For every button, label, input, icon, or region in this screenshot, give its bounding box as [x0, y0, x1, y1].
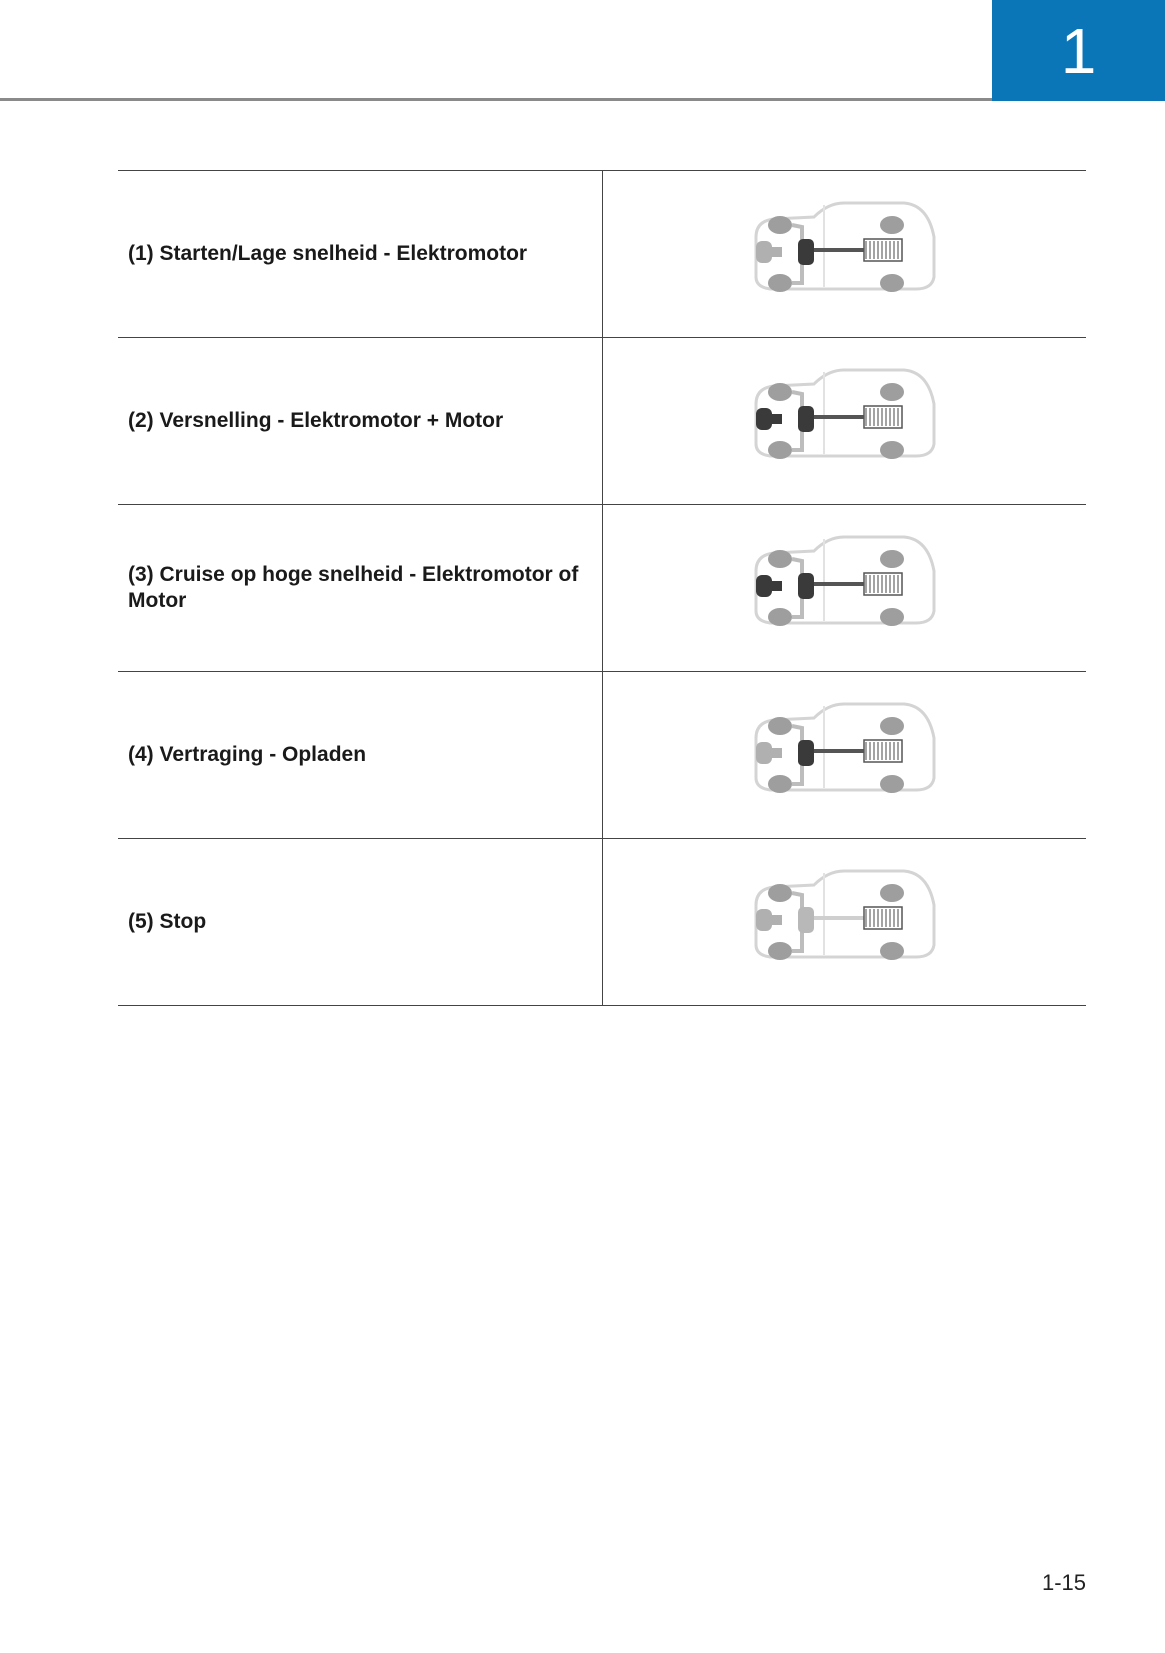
table-row — [118, 672, 1086, 839]
chapter-tab — [992, 0, 1165, 101]
mode-label: (3) Cruise op hoge snelheid - Elektromotor of Motor — [118, 505, 602, 672]
chapter-number: 1 — [1060, 14, 1097, 87]
header-rule — [0, 98, 992, 101]
drive-mode-electric-diagram — [744, 197, 944, 312]
page-number: 1-15 — [1041, 1570, 1086, 1595]
mode-label: (1) Starten/Lage snelheid - Elektromotor — [118, 171, 602, 338]
table-row — [118, 338, 1086, 505]
drive-mode-table — [118, 170, 1086, 1006]
mode-label: (5) Stop — [118, 839, 602, 1006]
drive-mode-charging-diagram — [744, 698, 944, 813]
table-row — [118, 839, 1086, 1006]
table-row — [118, 505, 1086, 672]
drive-mode-stop-diagram — [744, 865, 944, 980]
drive-mode-combined-diagram — [744, 364, 944, 479]
drive-mode-cruise-diagram — [744, 531, 944, 646]
table-row — [118, 171, 1086, 338]
mode-label: (2) Versnelling - Elektromotor + Motor — [118, 338, 602, 505]
mode-label: (4) Vertraging - Opladen — [118, 672, 602, 839]
